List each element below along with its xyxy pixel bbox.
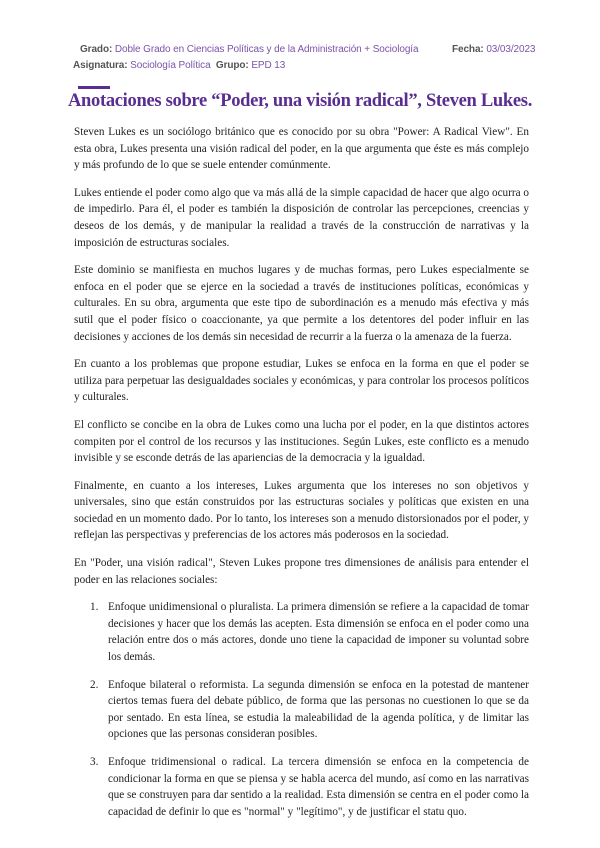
list-item-number: 1.	[90, 601, 99, 614]
paragraph-conflict: El conflicto se concibe en la obra de Lukes como una lucha por el poder, en la que distintos actores compiten por el control de los recursos y las instituciones. Según Lukes, este conflicto es a menudo invisible y se esconde detrás de las apariencias de la democracia y la igualdad.	[74, 418, 529, 465]
list-item	[74, 754, 529, 820]
paragraph-interests: Finalmente, en cuanto a los intereses, Lukes argumenta que los intereses no son objetivos y universales, sino que están construidos por las estructuras sociales y políticas que existen en una sociedad en un momento dado. Por lo tanto, los intereses son a menudo distorsionados por el poder, y reflejan las perspectivas y preferencias de los actores más poderosos en la sociedad.	[74, 479, 529, 542]
paragraph-dimensions-intro: En "Poder, una visión radical", Steven Lukes propone tres dimensiones de análisis para entender el poder en las relaciones sociales:	[74, 557, 529, 586]
asignatura-line: Asignatura: Sociología Política Grupo: EPD 13	[73, 60, 286, 71]
paragraph-intro: Steven Lukes es un sociólogo británico que es conocido por su obra "Power: A Radical View". En esta obra, Lukes presenta una visión radical del poder, en la que argumenta que éste es más complejo y más profundo de lo que se suele entender comúnmente.	[74, 126, 529, 172]
paragraph-problems: En cuanto a los problemas que propone estudiar, Lukes se enfoca en la forma en que el poder se utiliza para perpetuar las desigualdades sociales y económicas, y para controlar los procesos políticos y culturales.	[74, 358, 529, 404]
list-item-text: Enfoque tridimensional o radical. La tercera dimensión se enfoca en la competencia de condicionar la forma en que se piensa y se habla acerca del mundo, así como en las narrativas que se construyen para dar sentido a la realidad. Esta dimensión se centra en el poder como la capacidad de definir lo que es "normal" y "legítimo", y de justificar el statu quo.	[108, 756, 529, 818]
document-title: Anotaciones sobre “Poder, una visión radical”, Steven Lukes.	[67, 91, 533, 111]
list-item-number: 2.	[90, 678, 99, 691]
asignatura-label: Asignatura	[73, 60, 125, 71]
grado-line: Grado: Doble Grado en Ciencias Políticas y de la Administración + Sociología	[80, 44, 419, 55]
fecha-line: Fecha: 03/03/2023	[452, 44, 536, 55]
grupo-label: Grupo	[215, 60, 246, 71]
fecha-label: Fecha	[452, 44, 481, 55]
asignatura-value: Sociología Política	[130, 60, 211, 71]
list-item-text: Enfoque bilateral o reformista. La segunda dimensión se enfoca en la potestad de mantener ciertos temas fuera del debate público, de forma que las personas no cuestionen lo que se da por sentado. En esta línea, se estudia la maleabilidad de la agenda política, y de limitar las opciones que las personas consideran posibles.	[108, 678, 529, 741]
list-item-number: 3.	[90, 756, 99, 768]
list-item-text: Enfoque unidimensional o pluralista. La primera dimensión se refiere a la capacidad de tomar decisiones y hacer que los demás las acepten. Esta dimensión se enfoca en el poder como una relación entre dos o más actores, donde uno tiene la capacidad de imponer su voluntad sobre los demás.	[108, 601, 529, 664]
grupo-value: EPD 13	[251, 60, 286, 71]
list-item	[74, 599, 529, 665]
grado-value: Doble Grado en Ciencias Políticas y de la Administración + Sociología	[114, 44, 419, 55]
list-item	[74, 677, 529, 743]
dimensions-list	[74, 599, 529, 820]
paragraph-domination: Este dominio se manifiesta en muchos lugares y de muchas formas, pero Lukes especialmente se enfoca en el poder que se ejerce en la sociedad a través de instituciones políticas, económicas y culturales. En su obra, argumenta que este tipo de subordinación es a menudo más efectiva y más sutil que el poder físico o coaccionante, ya que permite a los detentores del poder influir en las decisiones y acciones de los demás sin necesidad de recurrir a la fuerza o la amenaza de la fuerza.	[74, 264, 529, 343]
paragraph-power-concept: Lukes entiende el poder como algo que va más allá de la simple capacidad de hacer que algo ocurra o de impedirlo. Para él, el poder es también la disposición de controlar las percepciones, creencias y deseos de los demás, y de manipular la realidad a través de la construcción de narrativas y la imposición de estructuras sociales.	[74, 186, 529, 249]
grado-label: Grado	[80, 44, 109, 55]
document-body	[74, 124, 529, 831]
title-accent-bar	[78, 86, 110, 89]
fecha-value: 03/03/2023	[486, 44, 536, 55]
